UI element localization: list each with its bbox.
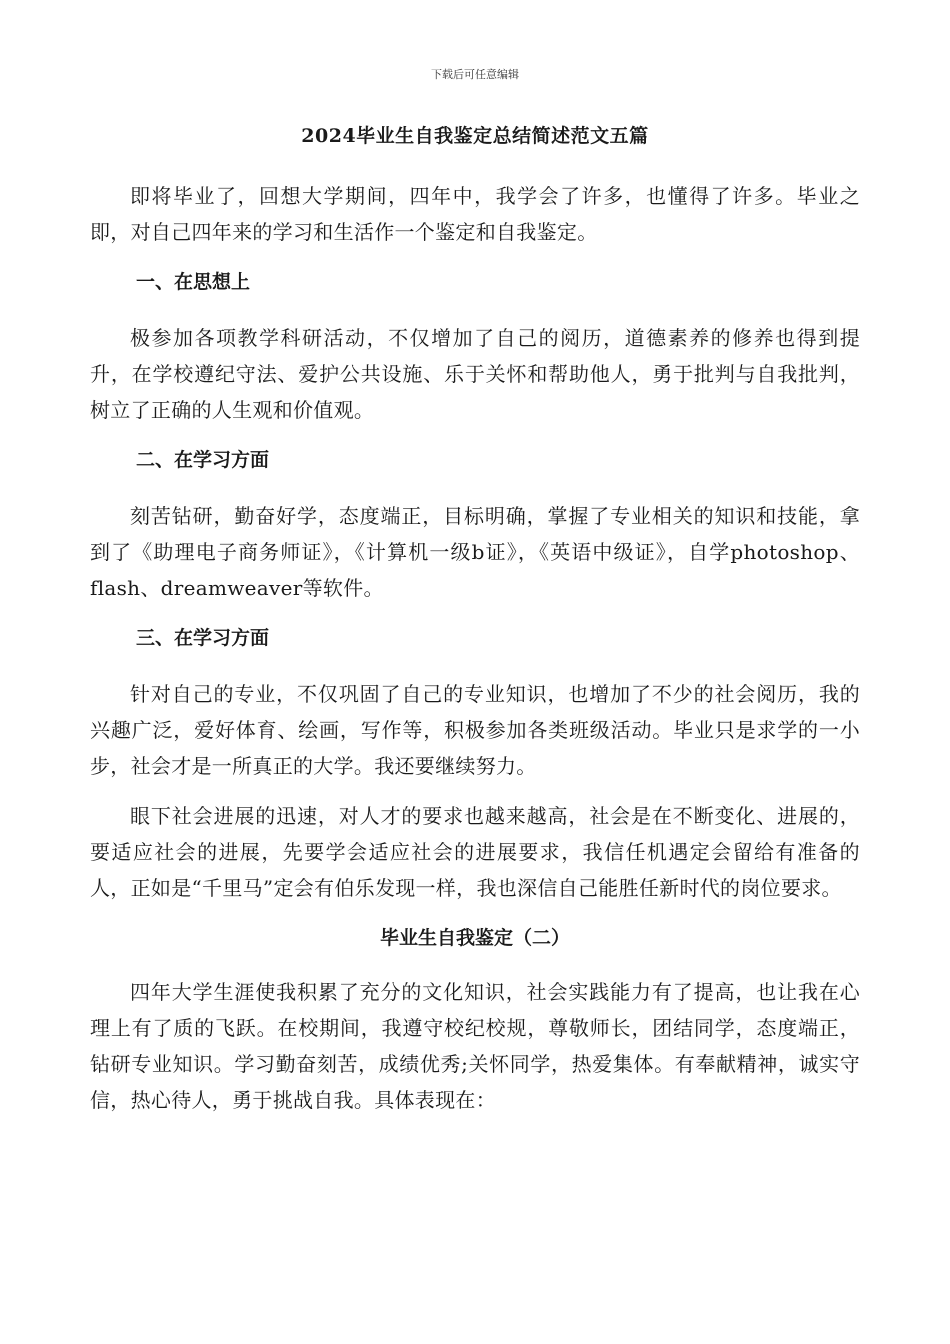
section-paragraph: 极参加各项教学科研活动，不仅增加了自己的阅历，道德素养的修养也得到提升，在学校遵纪守法、爱护公共设施、乐于关怀和帮助他人，勇于批判与自我批判，树立了正确的人生观和价值观。 bbox=[90, 326, 860, 422]
part2-subtitle: 毕业生自我鉴定（二） bbox=[379, 927, 570, 949]
section-heading-study: 二、在学习方面 bbox=[136, 449, 270, 471]
section-heading-thought: 一、在思想上 bbox=[136, 271, 251, 293]
part2-paragraph: 四年大学生涯使我积累了充分的文化知识，社会实践能力有了提高，也让我在心理上有了质的飞跃。在校期间，我遵守校纪校规，尊敬师长，团结同学，态度端正，钻研专业知识。学习勤奋刻苦，成绩优秀;关怀同学，热爱集体。有奉献精神，诚实守信，热心待人，勇于挑战自我。具体表现在： bbox=[90, 980, 860, 1112]
document-body bbox=[90, 118, 860, 1132]
intro-paragraph: 即将毕业了，回想大学期间，四年中，我学会了许多，也懂得了许多。毕业之即，对自己四年来的学习和生活作一个鉴定和自我鉴定。 bbox=[90, 184, 860, 244]
section-heading-study-2: 三、在学习方面 bbox=[136, 627, 270, 649]
section-paragraph: 针对自己的专业，不仅巩固了自己的专业知识，也增加了不少的社会阅历，我的兴趣广泛，爱好体育、绘画，写作等，积极参加各类班级活动。毕业只是求学的一小步，社会才是一所真正的大学。我还要继续努力。 bbox=[90, 682, 860, 778]
section-paragraph: 眼下社会进展的迅速，对人才的要求也越来越高，社会是在不断变化、进展的，要适应社会的进展，先要学会适应社会的进展要求，我信任机遇定会留给有准备的人，正如是“千里马”定会有伯乐发现一样，我也深信自己能胜任新时代的岗位要求。 bbox=[90, 804, 860, 900]
document-title: 2024毕业生自我鉴定总结简述范文五篇 bbox=[301, 125, 649, 147]
header-note: 下载后可任意编辑 bbox=[431, 68, 519, 81]
section-paragraph: 刻苦钻研，勤奋好学，态度端正，目标明确，掌握了专业相关的知识和技能，拿到了《助理电子商务师证》，《计算机一级b证》，《英语中级证》，自学photoshop、flash、dreamweaver等软件。 bbox=[90, 504, 860, 600]
